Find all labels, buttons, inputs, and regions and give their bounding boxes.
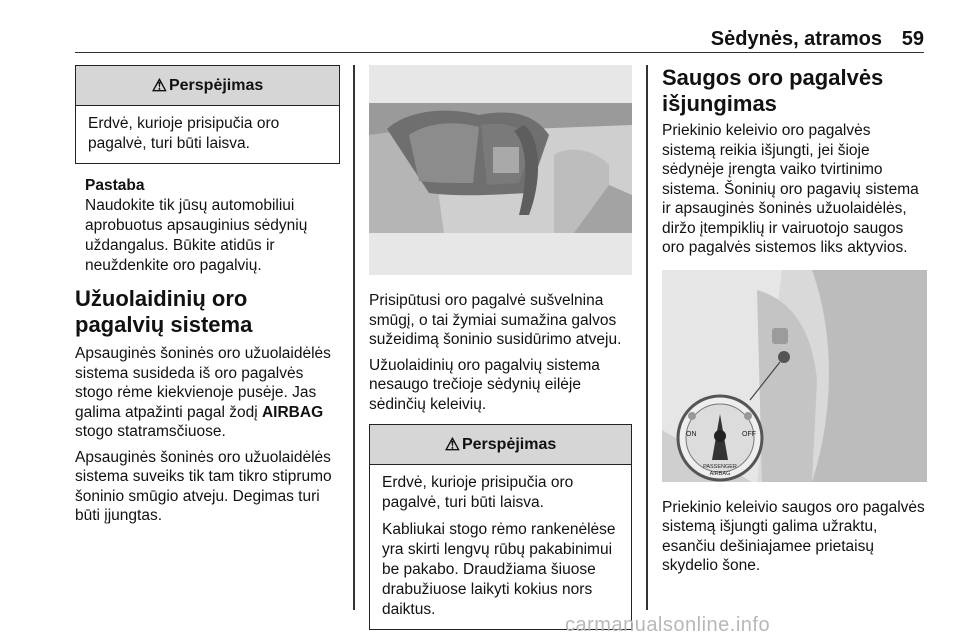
note-text: Naudokite tik jūsų automobiliui aprobuotus apsauginius sėdynių uždangalus. Būkite atidūs ir neuždenkite oro pagalvių. (85, 197, 308, 274)
paragraph: Apsauginės šoninės oro užuolaidėlės sistema suveiks tik tam tikro stiprumo šoninio smūgio atveju. Degimas turi būti įjungtas. (75, 448, 332, 524)
watermark: carmanualsonline.info (565, 614, 771, 636)
warning-box (75, 65, 340, 164)
paragraph: Prisipūtusi oro pagalvė sušvelnina smūgį, o tai žymiai sumažina galvos sužeidimą šoninio susidūrimo atveju. (369, 292, 622, 348)
warning-box (369, 424, 632, 630)
section-heading-airbag-deactivation: Saugos oro pagalvės išjungimas (662, 65, 884, 116)
paragraph: Apsauginės šoninės oro užuolaidėlės sistema susideda iš oro pagalvės stogo rėme kiekvienoje pusėje. Jas galima atpažinti pagal žodį AIRBAG stogo statramsčiuose. (75, 345, 331, 440)
warning-body (76, 106, 339, 163)
curtain-airbag-illustration (369, 65, 632, 275)
column-divider-2 (646, 65, 648, 610)
paragraph: Priekinio keleivio oro pagalvės sistemą reikia išjungti, jei šioje sėdynėje įrengta vaiko tvirtinimo sistema. Šoninių oro pagavių sistema ir apsauginės šoninės užuolaidėlės, diržo įtempiklių ir vairuotojo saugos oro pagalvės sistemos liks aktyvios. (662, 122, 919, 256)
column-2 (369, 65, 632, 630)
paragraph: Priekinio keleivio saugos oro pagalvės sistemą išjungti galima užraktu, esančiu dešiniajamee prietaisų skydelio šone. (662, 498, 925, 574)
warning-triangle-icon: ⚠ (444, 434, 460, 454)
warning-text: Kabliukai stogo rėmo rankenėlėse yra skirti lengvų rūbų pakabinimui be pakabo. Draudžiama šiuose drabužiuose laikyti kokius nors daiktus. (382, 521, 616, 618)
airbag-keyword: AIRBAG (261, 403, 324, 421)
warning-text: Erdvė, kurioje prisipučia oro pagalvė, turi būti laisva. (88, 115, 280, 152)
column-divider-1 (353, 65, 355, 610)
airbag-on-icon (688, 412, 696, 420)
switch-airbag-label: AIRBAG (709, 470, 731, 477)
warning-triangle-icon: ⚠ (151, 75, 167, 95)
page-header (0, 28, 960, 52)
header-rule (75, 52, 924, 53)
warning-label: Perspėjimas (461, 435, 557, 453)
warning-text: Erdvė, kurioje prisipučia oro pagalvė, turi būti laisva. (382, 474, 574, 511)
warning-header (76, 66, 339, 106)
warning-body (370, 465, 631, 629)
paragraph: Užuolaidinių oro pagalvių sistema nesaugo trečioje sėdynių eilėje sėdinčių keleivių. (369, 356, 600, 413)
header-title: Sėdynės, atramos (710, 28, 882, 50)
airbag-switch-photo (662, 270, 927, 482)
warning-label: Perspėjimas (168, 76, 264, 94)
switch-on-label: ON (686, 430, 697, 438)
warning-header (370, 425, 631, 465)
switch-passenger-label: PASSENGER (703, 463, 737, 470)
page-number: 59 (901, 28, 924, 50)
airbag-off-icon (744, 412, 752, 420)
airbag-switch-illustration (662, 270, 927, 482)
note-title: Pastaba (85, 177, 145, 194)
column-3 (662, 65, 927, 576)
column-1 (75, 65, 340, 526)
curtain-airbag-photo (369, 65, 632, 275)
section-heading-curtain-airbag: Užuolaidinių oro pagalvių sistema (75, 286, 253, 337)
switch-off-label: OFF (742, 430, 756, 438)
note (85, 176, 340, 276)
